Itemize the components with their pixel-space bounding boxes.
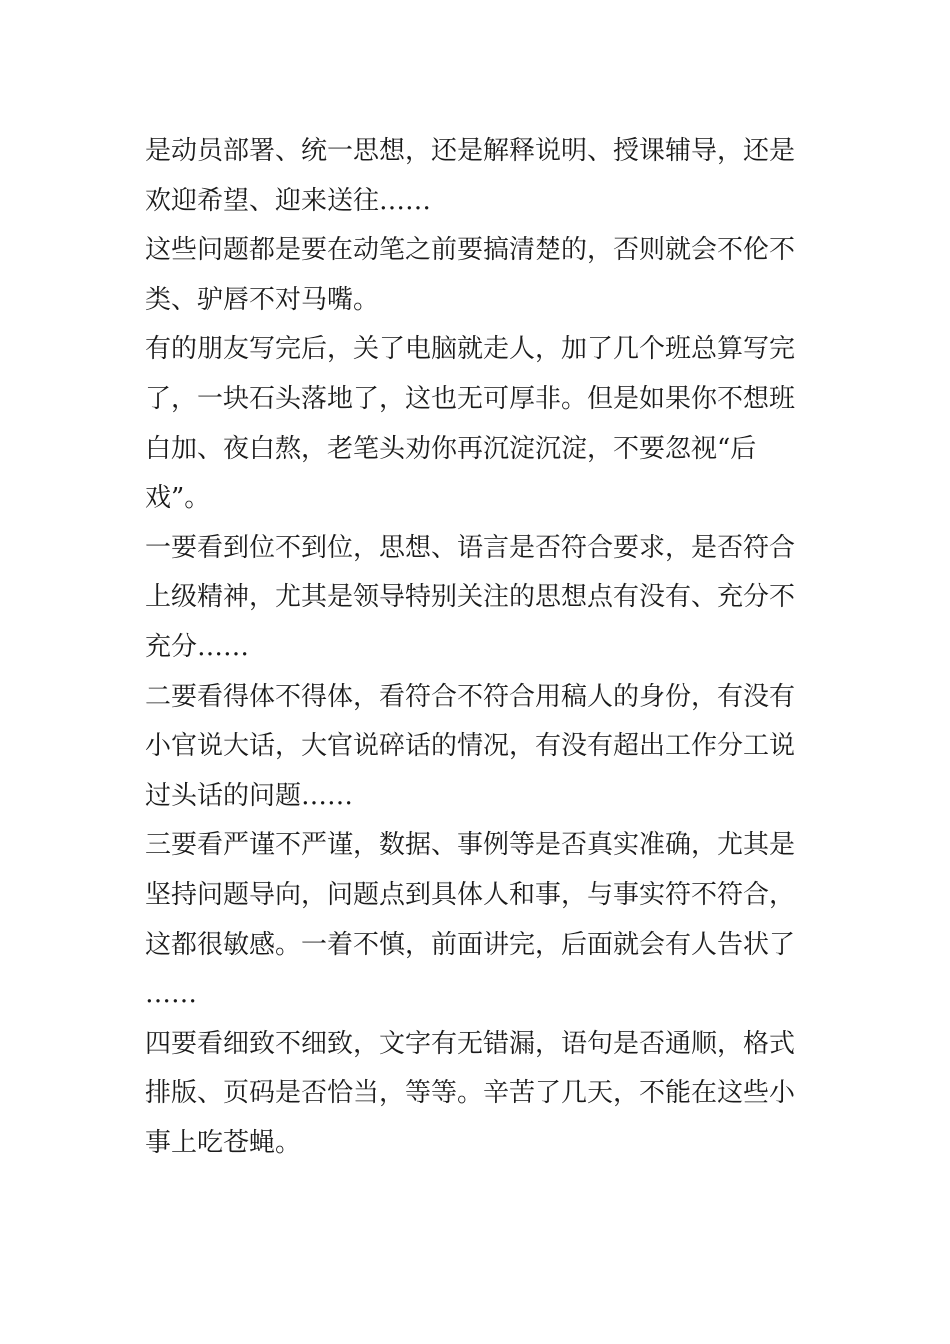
paragraph-audience-purpose: 是动员部署、统一思想，还是解释说明、授课辅导，还是 欢迎希望、迎来送往…… xyxy=(145,136,796,216)
paragraph-check-appropriateness: 二要看得体不得体，看符合不符合用稿人的身份，有没有 小官说大话，大官说碎话的情况，有没有超出工作分工说 过头话的问题…… xyxy=(145,681,796,811)
paragraph-check-rigor: 三要看严谨不严谨，数据、事例等是否真实准确，尤其是 坚持问题导向，问题点到具体人和事，与事实符不符合， 这都很敏感。一着不慎，前面讲完，后面就会有人告状了 …… xyxy=(145,830,796,1010)
document-body xyxy=(145,127,810,1168)
paragraph-clarify-before-writing: 这些问题都是要在动笔之前要搞清楚的，否则就会不伦不 类、驴唇不对马嘴。 xyxy=(145,235,796,315)
paragraph-check-detail: 四要看细致不细致，文字有无错漏，语句是否通顺，格式 排版、页码是否恰当，等等。辛苦了几天，不能在这些小 事上吃苍蝇。 xyxy=(145,1028,796,1158)
paragraph-check-completeness: 一要看到位不到位，思想、语言是否符合要求，是否符合 上级精神，尤其是领导特别关注的思想点有没有、充分不 充分…… xyxy=(145,532,796,662)
paragraph-after-writing: 有的朋友写完后，关了电脑就走人，加了几个班总算写完 了，一块石头落地了，这也无可厚非。但是如果你不想班 白加、夜白熬，老笔头劝你再沉淀沉淀，不要忽视“后 戏”。 xyxy=(145,334,796,514)
